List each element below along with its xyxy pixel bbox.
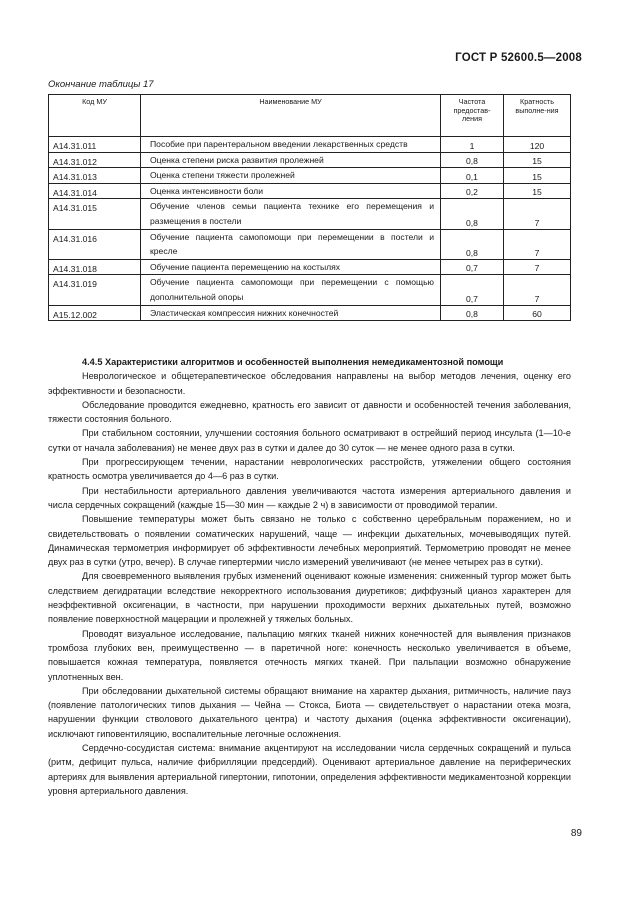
- cell-code: A14.31.011: [49, 137, 141, 153]
- cell-multiplicity: 60: [504, 305, 571, 321]
- table-header-row: [49, 95, 571, 137]
- page-number: 89: [570, 828, 582, 839]
- cell-code: A14.31.016: [49, 229, 141, 259]
- standard-number: ГОСТ Р 52600.5—2008: [455, 52, 582, 64]
- paragraph: Повышение температуры может быть связано не только с собственно церебральным поражением, но и свидетельствовать о появлении соматических нарушений, чаще — инфекции дыхательных, мочевыводящих путей. Динамическая термометрия информирует об эффективности лечебных мероприятий. Термометрию проводят не менее двух раз в сутки (утро, вечер). В случае гипертермии число измерений увеличивают (не менее четырех раз в сутки).: [48, 514, 571, 568]
- cell-code: A14.31.013: [49, 168, 141, 184]
- table-row: [49, 275, 571, 305]
- table-row: [49, 259, 571, 275]
- cell-frequency: 1: [441, 137, 504, 153]
- column-header-name: Наименование МУ: [141, 95, 441, 137]
- table-row: [49, 305, 571, 321]
- paragraph: Обследование проводится ежедневно, кратность его зависит от давности и особенностей течения заболевания, тяжести состояния больного.: [48, 399, 571, 425]
- cell-code: A14.31.015: [49, 199, 141, 229]
- section-heading: 4.4.5 Характеристики алгоритмов и особенностей выполнения немедикаментозной помощи: [82, 357, 504, 367]
- paragraph: При нестабильности артериального давления увеличиваются частота измерения артериального давления и числа сердечных сокращений (каждые 15—30 мин — каждые 2 ч) в зависимости от проводимой терапии.: [48, 485, 571, 510]
- paragraph: Неврологическое и общетерапевтическое обследования направлены на выбор методов лечения, оценку его эффективности и безопасности.: [48, 371, 571, 396]
- paragraph: Сердечно-сосудистая система: внимание акцентируют на исследовании числа сердечных сокращений и пульса (ритм, дефицит пульса, наличие фибрилляции предсердий). Оценивают артериальное давление на периферических артериях для выявления артериальной гипертонии, гипотонии, определения эффективности медикаментозной коррекции уровня артериального давления.: [48, 743, 571, 796]
- cell-frequency: 0,1: [441, 168, 504, 184]
- cell-name: Эластическая компрессия нижних конечностей: [141, 305, 441, 321]
- section-body: [48, 355, 571, 798]
- paragraph: При прогрессирующем течении, нарастании неврологических расстройств, утяжелении общего состояния кратность осмотра увеличивается до 4—6 раз в сутки.: [48, 457, 571, 482]
- cell-multiplicity: 120: [504, 137, 571, 153]
- cell-name: Обучение пациента самопомощи при перемещении в постели и кресле: [141, 229, 441, 259]
- column-header-multiplicity: Кратность выполне-ния: [504, 95, 571, 137]
- paragraph: При обследовании дыхательной системы обращают внимание на характер дыхания, ритмичность, наличие пауз (появление патологических типов дыхания — Чейна — Стокса, Биота — свидетельствует о нарастании отека мозга, нарушении функции стволового дыхательного центра) и частоту дыхания (оценка эффективности оксигенации), исключают гиповентиляцию, воспалительные легочные осложнения.: [48, 685, 571, 739]
- table-caption: Окончание таблицы 17: [48, 79, 154, 90]
- cell-name: Пособие при парентеральном введении лекарственных средств: [141, 137, 441, 153]
- cell-frequency: 0,2: [441, 183, 504, 199]
- cell-multiplicity: 7: [504, 275, 571, 305]
- cell-frequency: 0,8: [441, 305, 504, 321]
- cell-multiplicity: 7: [504, 259, 571, 275]
- cell-name: Обучение пациента самопомощи при перемещении с помощью дополнительной опоры: [141, 275, 441, 305]
- cell-frequency: 0,8: [441, 229, 504, 259]
- column-header-frequency: Частота предостав-ления: [441, 95, 504, 137]
- cell-frequency: 0,7: [441, 275, 504, 305]
- cell-name: Оценка интенсивности боли: [141, 183, 441, 199]
- cell-multiplicity: 15: [504, 183, 571, 199]
- paragraph: При стабильном состоянии, улучшении состояния больного осматривают в острейший период инсульта (1—10-е сутки от начала заболевания) не менее двух раз в сутки и далее до 30 суток — не менее одного раза в сутки.: [48, 428, 571, 453]
- cell-frequency: 0,8: [441, 152, 504, 168]
- cell-code: A14.31.014: [49, 183, 141, 199]
- cell-frequency: 0,7: [441, 259, 504, 275]
- paragraph: Для своевременного выявления грубых изменений оценивают кожные изменения: сниженный тургор может быть следствием дегидратации вследствие некорректного использования диуретиков; диффузный цианоз характерен для неэффективной оксигенации, в частности, при нарушении проходимости верхних дыхательных путей, возможно появление поверхностной мацерации и пролежней у тяжелых больных.: [48, 571, 571, 625]
- cell-code: A15.12.002: [49, 305, 141, 321]
- cell-multiplicity: 7: [504, 229, 571, 259]
- column-header-code: Код МУ: [49, 95, 141, 137]
- cell-name: Оценка степени тяжести пролежней: [141, 168, 441, 184]
- table-row: [49, 229, 571, 259]
- cell-frequency: 0,8: [441, 199, 504, 229]
- paragraph: Проводят визуальное исследование, пальпацию мягких тканей нижних конечностей для выявления признаков тромбоза глубоких вен, преимущественно — в паретичной ноге: конечность несколько увеличивается в объеме, повышается кожная температура, появляется отечность мягких тканей. При пальпации возможно обнаружение уплотненных вен.: [48, 628, 571, 682]
- services-table: [48, 94, 571, 321]
- cell-multiplicity: 15: [504, 152, 571, 168]
- table-row: [49, 199, 571, 229]
- cell-code: A14.31.019: [49, 275, 141, 305]
- cell-code: A14.31.018: [49, 259, 141, 275]
- table-row: [49, 137, 571, 153]
- table-row: [49, 168, 571, 184]
- cell-name: Оценка степени риска развития пролежней: [141, 152, 441, 168]
- cell-multiplicity: 15: [504, 168, 571, 184]
- table-row: [49, 152, 571, 168]
- cell-code: A14.31.012: [49, 152, 141, 168]
- table-row: [49, 183, 571, 199]
- cell-multiplicity: 7: [504, 199, 571, 229]
- cell-name: Обучение членов семьи пациента технике его перемещения и размещения в постели: [141, 199, 441, 229]
- cell-name: Обучение пациента перемещению на костылях: [141, 259, 441, 275]
